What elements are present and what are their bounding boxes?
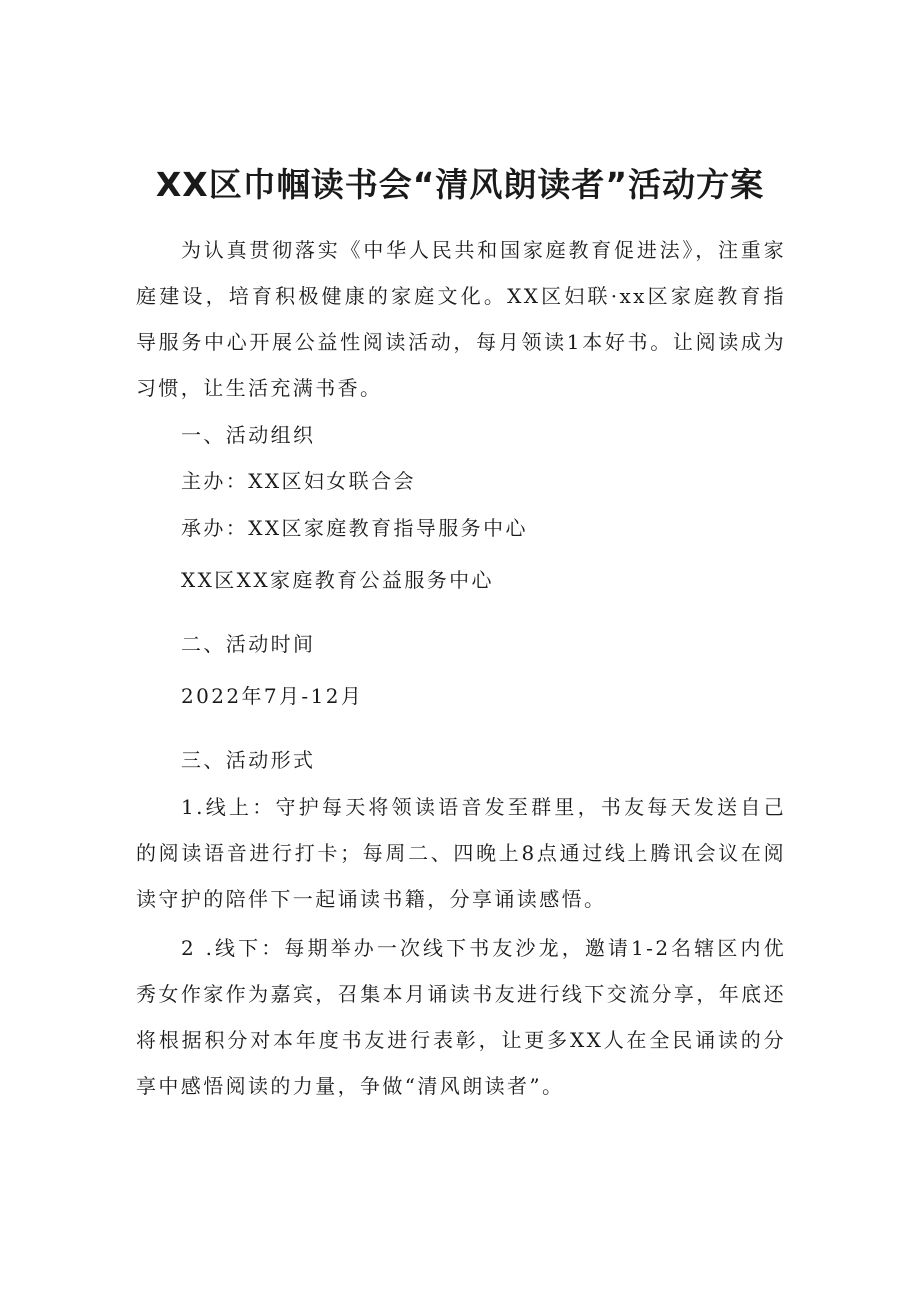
co-organizer-line: XX区XX家庭教育公益服务中心 [181, 568, 494, 592]
online-paragraph: 1.线上：守护每天将领读语音发至群里，书友每天发送自己的阅读语音进行打卡；每周二、四晚上8点通过线上腾讯会议在阅读守护的陪伴下一起诵读书籍，分享诵读感悟。 [136, 795, 786, 911]
host-line: 主办：XX区妇女联合会 [181, 469, 416, 493]
section2-heading: 二、活动时间 [181, 632, 316, 656]
intro-paragraph: 为认真贯彻落实《中华人民共和国家庭教育促进法》，注重家庭建设，培育积极健康的家庭文化。XX区妇联·xx区家庭教育指导服务中心开展公益性阅读活动，每月领读1本好书。让阅读成为习惯，让生活充满书香。 [136, 238, 786, 400]
period-line: 2022年7月-12月 [181, 684, 364, 708]
document-title: XX区巾帼读书会“清风朗读者”活动方案 [155, 165, 765, 204]
section3-heading: 三、活动形式 [181, 748, 316, 772]
organizer-line: 承办：XX区家庭教育指导服务中心 [181, 516, 528, 540]
offline-paragraph: 2 .线下：每期举办一次线下书友沙龙，邀请1-2名辖区内优秀女作家作为嘉宾，召集本月诵读书友进行线下交流分享，年底还将根据积分对本年度书友进行表彰，让更多XX人在全民诵读的分享中感悟阅读的力量，争做“清风朗读者”。 [136, 936, 786, 1098]
section1-heading: 一、活动组织 [181, 423, 316, 447]
